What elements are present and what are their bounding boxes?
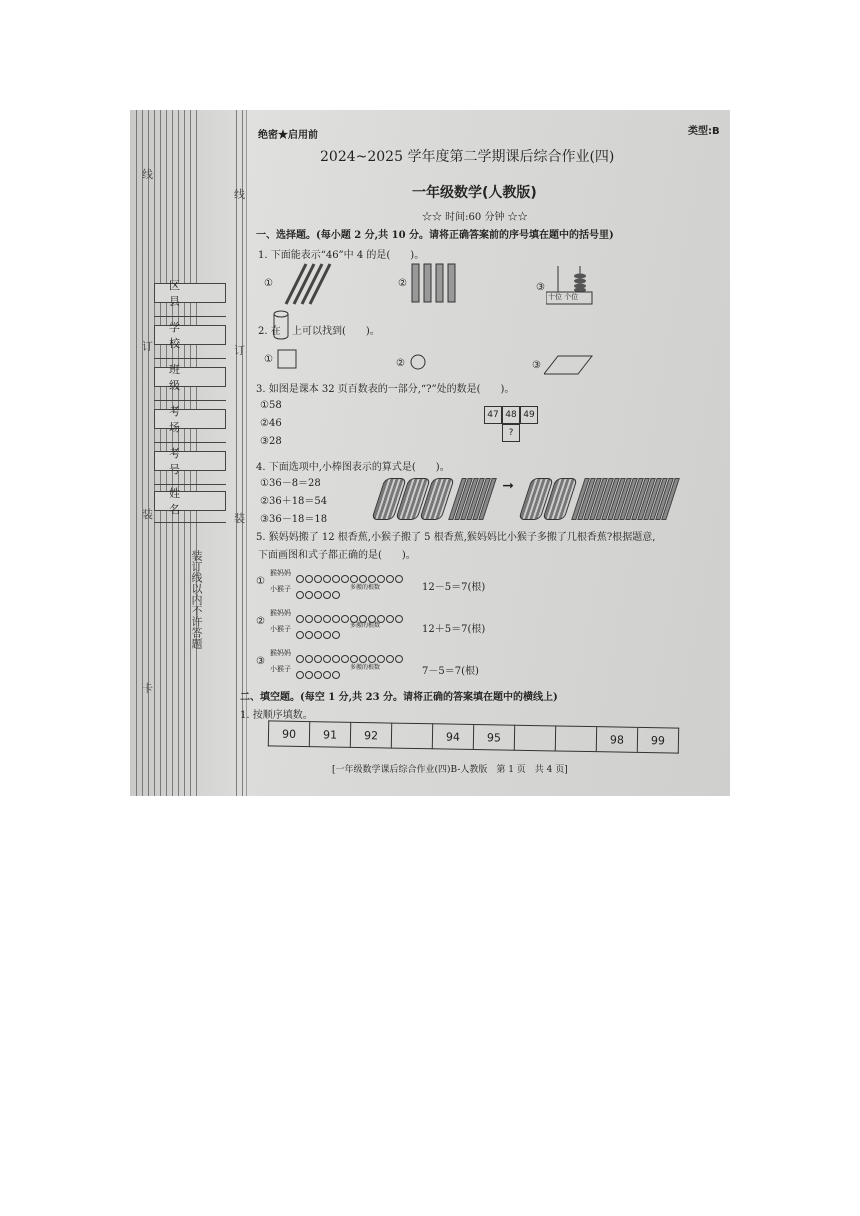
sequence-table [268, 720, 679, 753]
corner-label: 类型:B [688, 126, 720, 137]
q1-option-1[interactable]: ① [264, 278, 273, 289]
q1-option-2[interactable]: ② [398, 278, 407, 289]
field-class[interactable]: 班级 [154, 367, 226, 387]
q4-sticks-drawing [378, 478, 674, 524]
q3-option-3[interactable]: ③28 [260, 436, 282, 447]
sequence-cell: 95 [473, 725, 514, 751]
section1-heading: 一、选择题。(每小题 2 分,共 10 分。请将正确答案前的序号填在题中的括号里) [256, 230, 614, 241]
q4-option-3[interactable]: ③36－18＝18 [260, 514, 328, 525]
parallelogram-icon [544, 354, 594, 376]
q3-option-1[interactable]: ①58 [260, 400, 282, 411]
field-name[interactable]: 姓名 [154, 491, 226, 511]
q3-option-2[interactable]: ②46 [260, 418, 282, 429]
binding-char: 装 [234, 512, 245, 525]
binding-char: 卡 [142, 682, 153, 695]
q4-text: 4. 下面选项中,小棒图表示的算式是( )。 [256, 462, 450, 473]
binding-char: 线 [234, 188, 245, 201]
q5-text-line1: 5. 猴妈妈搬了 12 根香蕉,小猴子搬了 5 根香蕉,猴妈妈比小猴子多搬了几根香蕉?根据题意, [256, 532, 656, 543]
field-district[interactable]: 区县 [154, 283, 226, 303]
exam-subject: 一年级数学(人教版) [412, 185, 537, 201]
field-school[interactable]: 学校 [154, 325, 226, 345]
q2-option-1[interactable]: ① [264, 354, 273, 365]
hundred-chart-cell: 48 [502, 406, 520, 424]
q1-option-3[interactable]: ③ [536, 282, 545, 293]
q4-option-1[interactable]: ①36－8＝28 [260, 478, 321, 489]
binding-char: 线 [142, 168, 153, 181]
q1-sticks-drawing [276, 260, 336, 306]
circle-icon [408, 352, 428, 372]
binding-char: 订 [142, 340, 153, 353]
cylinder-icon [272, 310, 290, 340]
q1-cubes-drawing [408, 260, 458, 306]
q1-abacus-labels: 十位 个位 [548, 293, 579, 301]
binding-char: 订 [234, 344, 245, 357]
q2-text-pre: 2. 在 [258, 326, 281, 337]
hundred-chart-cell: 49 [520, 406, 538, 424]
page-footer: [一年级数学课后综合作业(四)B-人教版 第 1 页 共 4 页] [332, 765, 568, 775]
square-icon [276, 348, 298, 370]
sequence-cell: 98 [596, 727, 637, 753]
arrow-right-icon: ➞ [502, 478, 514, 494]
sequence-blank[interactable] [514, 725, 555, 751]
field-exam-room[interactable]: 考场 [154, 409, 226, 429]
exam-time: ☆☆ 时间:60 分钟 ☆☆ [422, 212, 528, 223]
hundred-chart-cell-unknown: ? [502, 424, 520, 442]
q2-option-3[interactable]: ③ [532, 360, 541, 371]
q2-option-2[interactable]: ② [396, 358, 405, 369]
q5-text-line2: 下面画图和式子都正确的是( )。 [258, 550, 416, 561]
secret-label: 绝密★启用前 [258, 130, 318, 141]
q1-text: 1. 下面能表示“46”中 4 的是( )。 [258, 250, 425, 261]
hundred-chart-cell: 47 [484, 406, 502, 424]
q4-option-2[interactable]: ②36＋18＝54 [260, 496, 328, 507]
field-exam-number[interactable]: 考号 [154, 451, 226, 471]
sequence-cell: 94 [432, 724, 473, 750]
exam-title: 2024~2025 学年度第二学期课后综合作业(四) [320, 149, 615, 165]
exam-content: 绝密★启用前 类型:B 2024~2025 学年度第二学期课后综合作业(四) 一年级数学(人教版) ☆☆ 时间:60 分钟 ☆☆ 一、选择题。(每小题 2 分,共 10 分。请将正确答案前的序号填在题中的括号里) 1. 下面能表示“46”中 4 的是( )。 ① ② ③ 十位 个位 2. 在 上可以找到( )。 ① ② ③ 3. 如图是课本 32 页百数表的一部分,“?”处的数是( )。 ①58 ②46 ③28 47 48 49 ? 4. 下面选项中,小棒图表示的算式是( )。 ①36－8＝28 ②36＋18＝54 ③36－18＝18 ➞ 5. 猴妈妈搬了 12 根香蕉,小猴子搬了 5 根香蕉,猴妈妈比小猴子多搬了几根香蕉?根据题意, 下面画图和式子都正确的是( )。 ① 猴妈妈 小猴子 多搬的根数 12－5＝7(根) ② 猴妈妈 小猴子 多搬的根数 12＋5＝7(根) ③ 猴妈妈 小猴子 多搬的根数 7－5＝7(根) 二、填空题。(每空 1 分,共 23 分。请将正确的答案填在题中的横线上) 1. 按顺序填数。 90 91 92 94 95 98 99 [一年级数学课后综合作业(四)B-人教版 第 1 页 共 4 页] [250, 110, 730, 796]
sequence-cell: 91 [309, 722, 350, 748]
sequence-blank[interactable] [391, 723, 432, 749]
section2-heading: 二、填空题。(每空 1 分,共 23 分。请将正确的答案填在题中的横线上) [240, 692, 558, 703]
binding-warning: 装订线以内不许答题 [190, 550, 203, 649]
binding-margin [130, 110, 247, 796]
q3-text: 3. 如图是课本 32 页百数表的一部分,“?”处的数是( )。 [256, 384, 515, 395]
exam-photo [130, 110, 730, 796]
sequence-cell: 92 [350, 722, 391, 748]
sequence-cell: 99 [637, 727, 678, 753]
section2-q1-text: 1. 按顺序填数。 [240, 710, 313, 721]
binding-char: 装 [142, 508, 153, 521]
sequence-cell: 90 [268, 721, 309, 747]
q2-text-post: 上可以找到( )。 [292, 326, 380, 337]
sequence-blank[interactable] [555, 726, 596, 752]
